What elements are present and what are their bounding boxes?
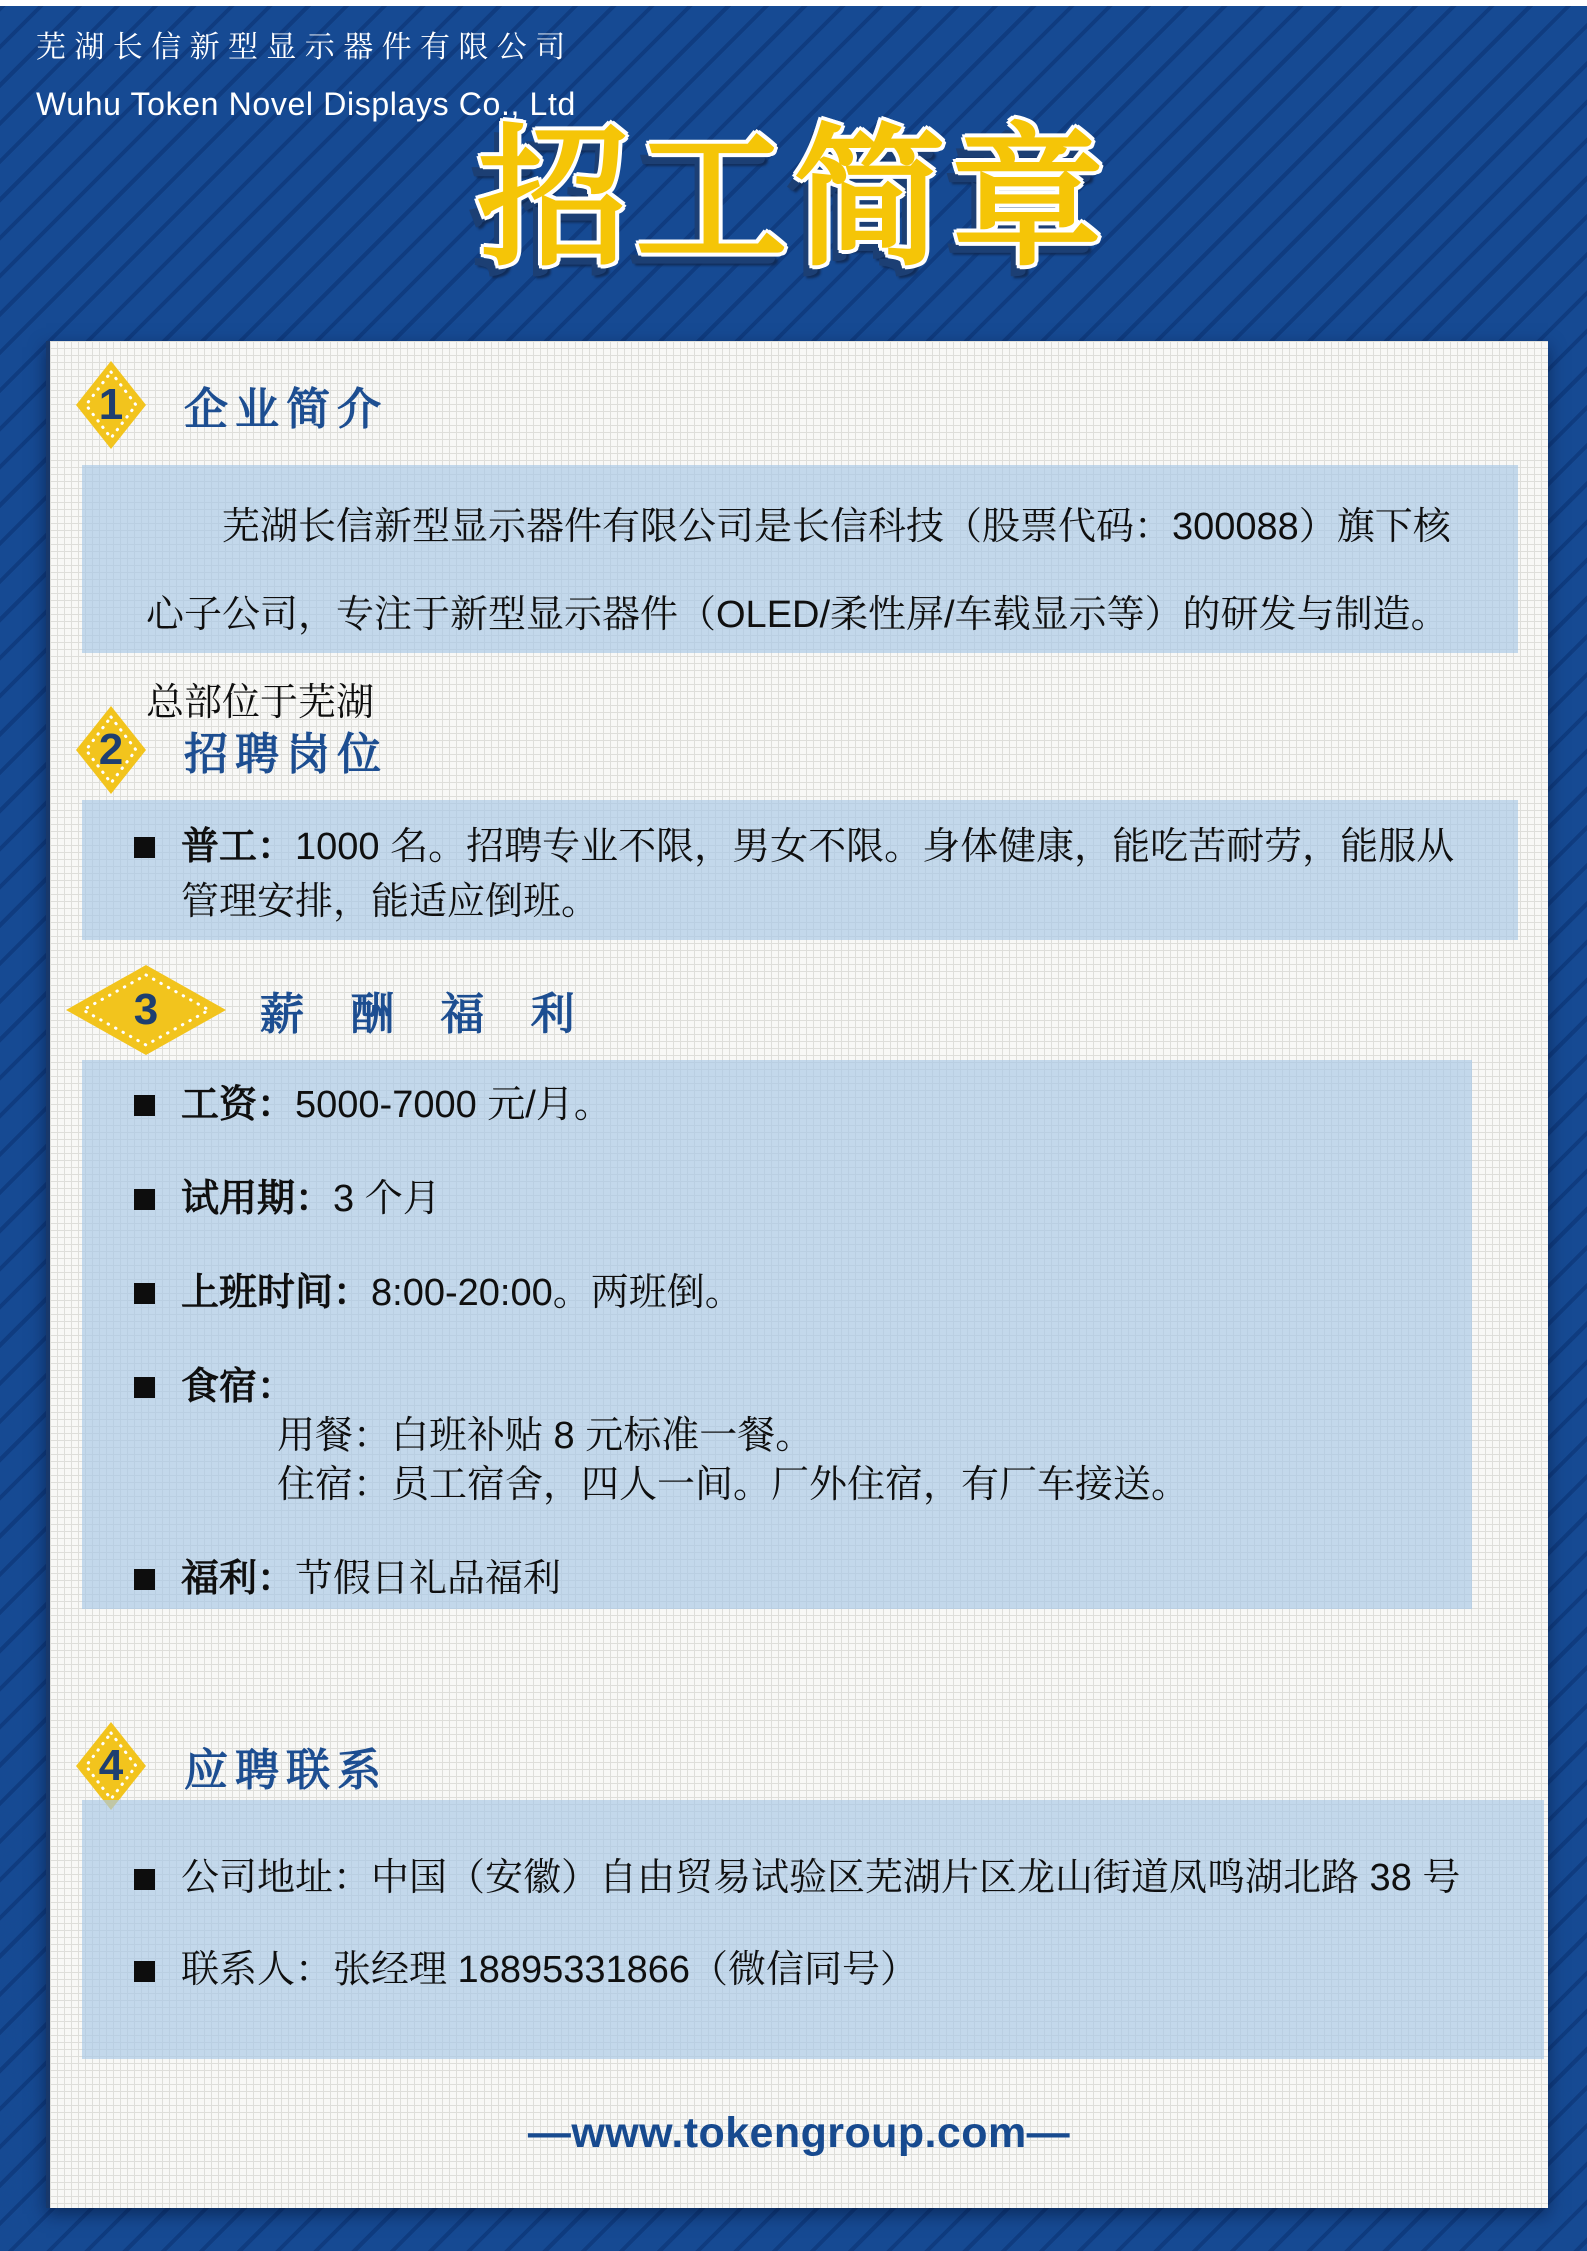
- bullet-square-icon: [134, 1095, 155, 1116]
- footer-website: —www.tokengroup.com—: [527, 2109, 1071, 2157]
- item-label: 食宿：: [181, 1366, 296, 1408]
- item-body: [181, 1362, 1444, 1510]
- bullet-square-icon: [134, 1569, 155, 1590]
- item-label: 工资：: [181, 1084, 296, 1126]
- list-item: [126, 1362, 1444, 1510]
- contact-person: 联系人：张经理 18895331866（微信同号）: [181, 1949, 919, 1991]
- company-name-en: Wuhu Token Novel Displays Co., Ltd: [36, 86, 576, 122]
- section-3-header: [66, 965, 621, 1055]
- content-panel: [46, 341, 1548, 2208]
- item-label: 试用期：: [181, 1178, 334, 1220]
- contact-box: [82, 1800, 1544, 2059]
- item-label: 福利：: [181, 1558, 296, 1600]
- list-item: [126, 820, 1480, 930]
- item-text: 3 个月: [333, 1178, 441, 1220]
- item-label: 普工：: [181, 826, 296, 868]
- diamond-marker-icon: [76, 706, 146, 794]
- poster-title: 招工简章: [477, 114, 1110, 284]
- company-name-cn: 芜湖长信新型显示器件有限公司: [36, 31, 574, 64]
- diamond-marker-icon: [76, 1722, 146, 1810]
- section-2-header: [76, 706, 388, 794]
- section-number: 2: [98, 725, 124, 774]
- section-title: 招聘岗位: [184, 730, 389, 779]
- salary-benefits-box: [82, 1060, 1472, 1609]
- list-item: [126, 1080, 1444, 1130]
- list-item: [126, 1852, 1508, 1904]
- item-body: [181, 820, 1480, 930]
- section-title: 应聘联系: [184, 1746, 389, 1795]
- item-text: 节假日礼品福利: [295, 1558, 562, 1600]
- list-item: [126, 1554, 1444, 1604]
- section-4-header: [76, 1722, 388, 1810]
- item-text: 8:00-20:00。两班倒。: [371, 1272, 743, 1314]
- bullet-square-icon: [134, 1869, 155, 1890]
- list-item: [126, 1268, 1444, 1318]
- bullet-square-icon: [134, 1377, 155, 1398]
- company-intro-box: [82, 465, 1518, 724]
- item-body: [181, 1268, 1444, 1318]
- list-item: [126, 1174, 1444, 1224]
- item-text: 5000-7000 元/月。: [295, 1084, 612, 1126]
- bullet-square-icon: [134, 1961, 155, 1982]
- section-number: 4: [98, 1741, 124, 1790]
- section-number: 1: [98, 380, 124, 429]
- item-body: [181, 1174, 1444, 1224]
- bullet-square-icon: [134, 837, 155, 858]
- item-label: 上班时间：: [181, 1272, 372, 1314]
- section-number: 3: [133, 985, 159, 1034]
- item-body: [181, 1554, 1444, 1604]
- section-title: 企业简介: [184, 385, 389, 434]
- section-title: 薪酬福利: [260, 990, 621, 1039]
- sub-item: 住宿：员工宿舍，四人一间。厂外住宿，有厂车接送。: [277, 1464, 1190, 1506]
- item-text: 1000 名。招聘专业不限，男女不限。身体健康，能吃苦耐劳，能服从管理安排，能适应倒班。: [181, 826, 1455, 923]
- company-address: 公司地址：中国（安徽）自由贸易试验区芜湖片区龙山街道凤鸣湖北路 38 号: [181, 1857, 1461, 1899]
- list-item: [126, 1944, 1508, 1996]
- diamond-marker-icon: [76, 361, 146, 449]
- positions-box: [82, 800, 1518, 940]
- diamond-marker-icon: [66, 965, 226, 1055]
- bullet-square-icon: [134, 1283, 155, 1304]
- item-body: [181, 1080, 1444, 1130]
- bullet-square-icon: [134, 1189, 155, 1210]
- section-1-header: [76, 361, 388, 449]
- company-intro-paragraph: 芜湖长信新型显示器件有限公司是长信科技（股票代码：300088）旗下核心子公司，专注于新型显示器件（OLED/柔性屏/车载显示等）的研发与制造。总部位于芜湖: [146, 506, 1451, 724]
- sub-item: 用餐：白班补贴 8 元标准一餐。: [277, 1415, 814, 1457]
